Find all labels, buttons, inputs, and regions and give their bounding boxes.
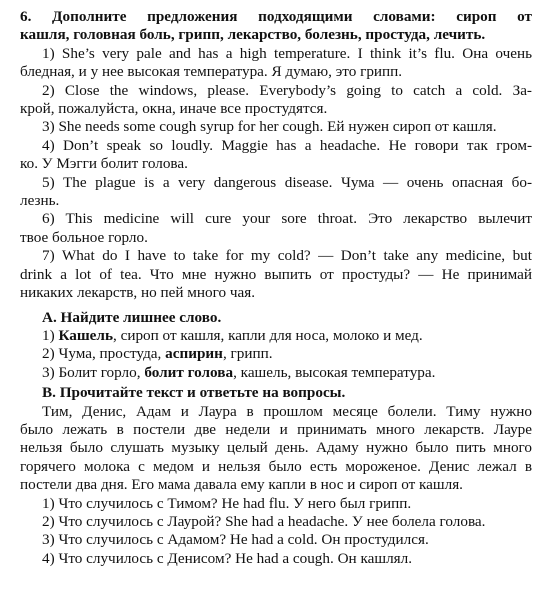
exercise-item-3 xyxy=(20,118,532,136)
item-pre: Чума, простуда, xyxy=(58,345,166,363)
exercise-line: твое больное горло. xyxy=(20,228,148,246)
exercise-item-2 xyxy=(20,82,532,119)
exercise-item-5 xyxy=(20,174,532,211)
section-b-questions xyxy=(20,495,532,569)
text-line: Тим, Денис, Адам и Лаура в прошлом месяце болели. Тиму нужно xyxy=(42,402,532,420)
text-line: горячего молока с медом и нельзя было есть мороженое. Денис лежал в xyxy=(20,457,532,475)
section-b-heading: В. Прочитайте текст и ответьте на вопросы. xyxy=(42,384,346,402)
exercise-line: drink a lot of tea. Что мне нужно выпить от простуды? — Не принимай xyxy=(20,265,532,283)
exercise-line: 2) Close the windows, please. Everybody’s going to catch a cold. За- xyxy=(42,81,532,99)
item-rest: , кашель, высокая температура. xyxy=(233,363,436,381)
question-line: 2) Что случилось с Лаурой? She had a headache. У нее болела голова. xyxy=(42,512,486,530)
exercise-item-4 xyxy=(20,137,532,174)
section-a-heading: А. Найдите лишнее слово. xyxy=(42,308,222,326)
exercise-line: ко. У Мэгги болит голова. xyxy=(20,155,188,173)
item-pre: Болит горло, xyxy=(58,363,145,381)
item-rest: , грипп. xyxy=(222,345,273,363)
exercise-item-1 xyxy=(20,45,532,82)
section-b-text xyxy=(20,403,532,495)
odd-word: Кашель xyxy=(58,326,113,344)
exercise-line: лезнь. xyxy=(20,192,60,210)
text-line: постели два дня. Его мама давала ему капли в нос и сироп от кашля. xyxy=(20,476,463,494)
question-line: 1) Что случилось с Тимом? He had flu. У него был грипп. xyxy=(42,494,412,512)
item-number: 3) xyxy=(42,363,59,381)
exercise-item-7 xyxy=(20,247,532,302)
exercise-6 xyxy=(20,8,532,303)
exercise-line: 7) What do I have to take for my cold? — Don’t take any medicine, but xyxy=(42,247,532,265)
item-number: 2) xyxy=(42,345,59,363)
section-a-item-3 xyxy=(20,364,532,382)
item-number: 1) xyxy=(42,326,59,344)
odd-word: болит голова xyxy=(144,363,234,381)
question-line: 4) Что случилось с Денисом? He had a cough. Он кашлял. xyxy=(42,549,413,567)
item-rest: , сироп от кашля, капли для носа, молоко и мед. xyxy=(112,326,423,344)
exercise-line: 6) This medicine will cure your sore throat. Это лекарство вылечит xyxy=(42,210,532,228)
exercise-line: 1) She’s very pale and has a high temperature. I think it’s flu. Она очень xyxy=(42,44,532,62)
exercise-line: 4) Don’t speak so loudly. Maggie has a headache. Не говори так гром- xyxy=(42,136,532,154)
exercise-line: 5) The plague is a very dangerous disease. Чума — очень опасная бо- xyxy=(42,173,532,191)
question-line: 3) Что случилось с Адамом? He had a cold. Он простудился. xyxy=(42,531,429,549)
section-a-item-1 xyxy=(20,327,532,345)
section-b xyxy=(20,384,532,568)
exercise-item-6 xyxy=(20,210,532,247)
exercise-line: бледная, и у нее высокая температура. Я думаю, это грипп. xyxy=(20,63,403,81)
section-a xyxy=(20,309,532,383)
exercise-line: никаких лекарств, но пей много чая. xyxy=(20,284,256,302)
exercise-line: 3) She needs some cough syrup for her cough. Ей нужен сироп от кашля. xyxy=(42,118,497,136)
odd-word: аспирин xyxy=(165,345,223,363)
exercise-heading-line-1: 6. Дополните предложения подходящими словами: сироп от xyxy=(20,8,532,25)
text-line: было лежать в постели две недели и принимать много лекарств. Лауре xyxy=(20,420,532,438)
exercise-line: крой, пожалуйста, окна, иначе все простудятся. xyxy=(20,100,328,118)
exercise-heading-line-2: кашля, головная боль, грипп, лекарство, болезнь, простуда, лечить. xyxy=(20,26,486,44)
text-line: нельзя было слушать музыку целый день. Адаму нужно было пить много xyxy=(20,439,532,457)
section-a-item-2 xyxy=(20,345,532,363)
